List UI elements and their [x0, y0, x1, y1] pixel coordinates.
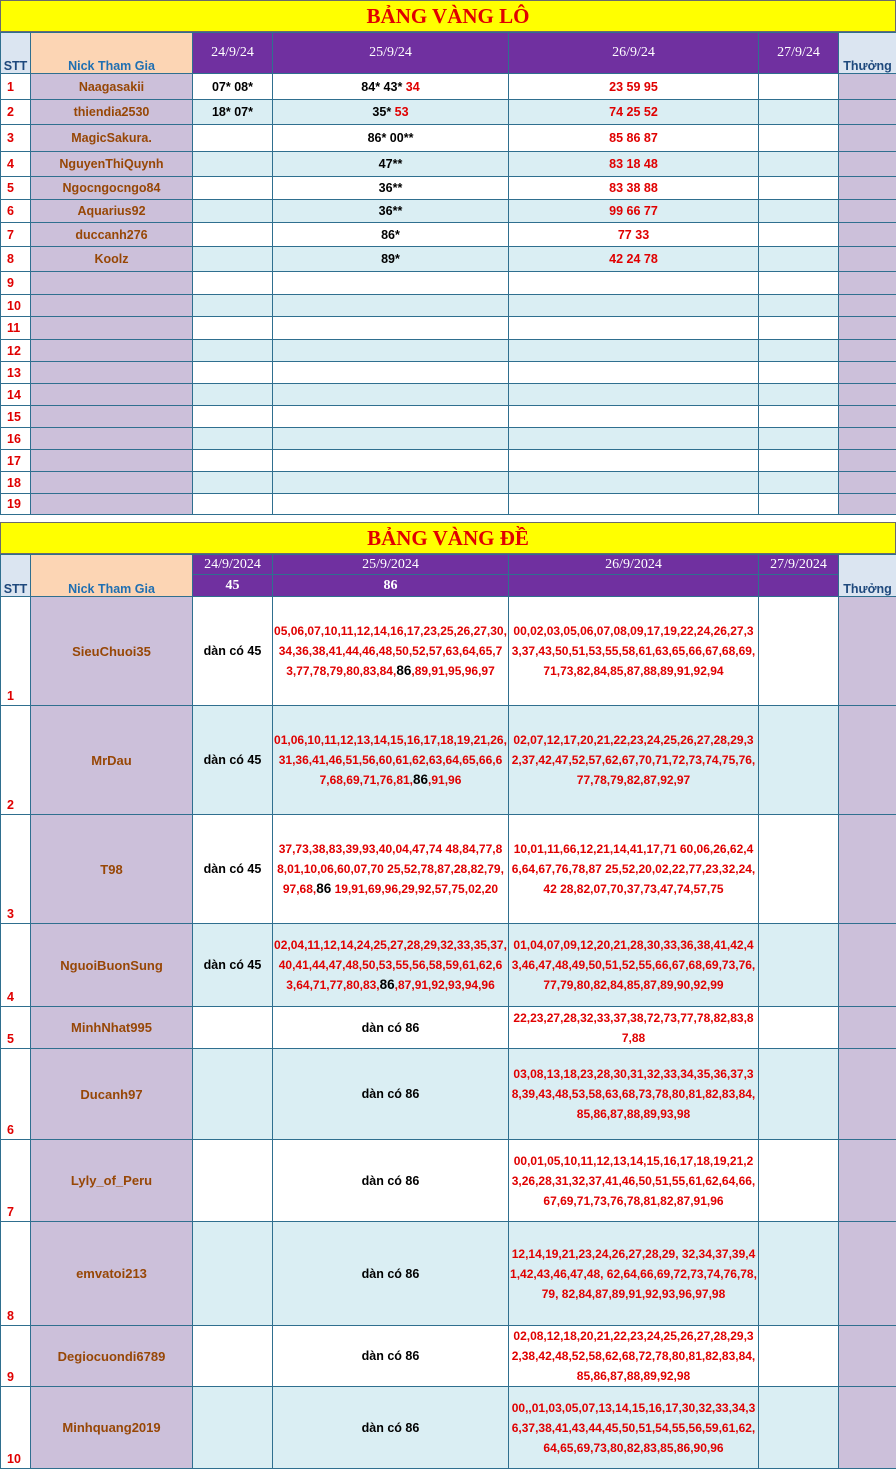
- number-list: 37,73,38,83,39,93,40,04,47,74 48,84,77,88,01,10,06,60,07,70 25,52,78,87,28,82,79,97,68,: [277, 842, 504, 896]
- cell-thuong: [839, 177, 896, 200]
- header-stt: STT: [1, 555, 31, 597]
- cell-date-1: [193, 152, 273, 177]
- cell-thuong: [839, 428, 896, 450]
- cell-date-3: 01,04,07,09,12,20,21,28,30,33,36,38,41,42,43,46,47,48,49,50,51,52,55,66,67,68,69,73,76,77,79,80,82,84,85,87,89,90,92,99: [509, 924, 759, 1007]
- cell-date-2: [273, 317, 509, 340]
- cell-date-4: [759, 177, 839, 200]
- cell-date-2: [273, 340, 509, 362]
- cell-date-4: [759, 1326, 839, 1387]
- row-stt: 6: [1, 1049, 31, 1140]
- cell-date-1: 07* 08*: [193, 74, 273, 100]
- cell-date-1: [193, 272, 273, 295]
- table-row: [1, 295, 896, 317]
- row-stt: 17: [1, 450, 31, 472]
- cell-date-4: [759, 384, 839, 406]
- result-date-4: [759, 575, 839, 597]
- cell-date-2: [273, 1222, 509, 1326]
- cell-date-2: [273, 362, 509, 384]
- cell-date-2: [273, 295, 509, 317]
- cell-date-2: [273, 1140, 509, 1222]
- cell-thuong: [839, 1326, 896, 1387]
- cell-date-3: [509, 317, 759, 340]
- row-stt: 12: [1, 340, 31, 362]
- cell-date-2: [273, 706, 509, 815]
- table-row: [1, 362, 896, 384]
- lo-header-row: [1, 33, 896, 74]
- cell-date-3: [509, 494, 759, 515]
- cell-date-2: [273, 815, 509, 924]
- header-date-3: 26/9/24: [509, 33, 759, 74]
- cell-date-1: [193, 295, 273, 317]
- lo-title-banner: BẢNG VÀNG LÔ: [0, 0, 896, 32]
- cell-date-4: [759, 295, 839, 317]
- cell-thuong: [839, 384, 896, 406]
- cell-thuong: [839, 340, 896, 362]
- cell-date-1: [193, 340, 273, 362]
- cell-date-3: 85 86 87: [509, 125, 759, 152]
- cell-date-3: 00,01,05,10,11,12,13,14,15,16,17,18,19,21,23,26,28,31,32,37,41,46,50,51,55,61,62,64,66,67,69,71,73,76,78,81,82,87,91,96: [509, 1140, 759, 1222]
- table-row: [1, 1140, 896, 1222]
- cell-date-2: [273, 597, 509, 706]
- cell-date-2: [273, 200, 509, 223]
- row-stt: 9: [1, 1326, 31, 1387]
- table-row: [1, 494, 896, 515]
- cell-date-1: [193, 1326, 273, 1387]
- table-row: [1, 272, 896, 295]
- table-row: [1, 200, 896, 223]
- header-date-1: 24/9/24: [193, 33, 273, 74]
- table-row: [1, 706, 896, 815]
- cell-date-1: [193, 362, 273, 384]
- header-nick: Nick Tham Gia: [31, 33, 193, 74]
- number-list: ,89,91,95,96,97: [411, 664, 495, 678]
- row-nick: [31, 450, 193, 472]
- highlight-number: 86: [396, 663, 412, 678]
- header-nick: Nick Tham Gia: [31, 555, 193, 597]
- pick-black: 89*: [381, 252, 400, 266]
- cell-date-4: [759, 125, 839, 152]
- cell-date-3: [509, 295, 759, 317]
- cell-date-3: [509, 362, 759, 384]
- row-nick: [31, 340, 193, 362]
- pick-black: 86*: [381, 227, 400, 242]
- cell-date-3: [509, 450, 759, 472]
- cell-date-3: 02,08,12,18,20,21,22,23,24,25,26,27,28,29,32,38,42,48,52,58,62,68,72,78,80,81,82,83,84,85,86,87,88,89,92,98: [509, 1326, 759, 1387]
- highlight-number: dàn có 86: [361, 1020, 420, 1035]
- cell-date-3: [509, 472, 759, 494]
- result-date-3: [509, 575, 759, 597]
- number-list: ,91,96: [428, 773, 462, 787]
- cell-date-3: [509, 428, 759, 450]
- cell-date-2: [273, 1326, 509, 1387]
- cell-date-2: [273, 247, 509, 272]
- cell-date-2: [273, 924, 509, 1007]
- number-list: ,87,91,92,93,94,96: [394, 978, 495, 992]
- cell-thuong: [839, 406, 896, 428]
- cell-date-3: 99 66 77: [509, 200, 759, 223]
- cell-date-2: [273, 272, 509, 295]
- row-stt: 2: [1, 706, 31, 815]
- table-row: [1, 428, 896, 450]
- cell-date-3: 42 24 78: [509, 247, 759, 272]
- cell-date-4: [759, 223, 839, 247]
- highlight-number: 86: [413, 772, 429, 787]
- table-row: [1, 472, 896, 494]
- result-date-2: 86: [273, 575, 509, 597]
- cell-thuong: [839, 200, 896, 223]
- cell-date-1: [193, 1387, 273, 1469]
- cell-thuong: [839, 1049, 896, 1140]
- row-nick: Koolz: [31, 247, 193, 272]
- number-list: 19,91,69,96,29,92,57,75,02,20: [331, 882, 499, 896]
- cell-thuong: [839, 597, 896, 706]
- de-title-banner: BẢNG VÀNG ĐỀ: [0, 522, 896, 554]
- table-row: [1, 815, 896, 924]
- cell-thuong: [839, 295, 896, 317]
- table-row: [1, 247, 896, 272]
- cell-date-3: 12,14,19,21,23,24,26,27,28,29, 32,34,37,39,41,42,43,46,47,48, 62,64,66,69,72,73,74,76,78,79, 82,84,87,89,91,92,93,96,97,98: [509, 1222, 759, 1326]
- row-stt: 14: [1, 384, 31, 406]
- cell-date-3: [509, 340, 759, 362]
- row-nick: MagicSakura.: [31, 125, 193, 152]
- row-stt: 3: [1, 125, 31, 152]
- table-row: [1, 1007, 896, 1049]
- cell-date-4: [759, 247, 839, 272]
- cell-date-2: [273, 125, 509, 152]
- cell-date-4: [759, 1007, 839, 1049]
- cell-date-3: 77 33: [509, 223, 759, 247]
- header-date-2: 25/9/24: [273, 33, 509, 74]
- header-date-3: 26/9/2024: [509, 555, 759, 575]
- cell-date-2: [273, 472, 509, 494]
- cell-date-1: [193, 472, 273, 494]
- cell-date-2: [273, 450, 509, 472]
- row-stt: 4: [1, 152, 31, 177]
- cell-date-4: [759, 706, 839, 815]
- cell-date-3: 00,02,03,05,06,07,08,09,17,19,22,24,26,27,33,37,43,50,51,53,55,58,61,63,65,66,67,68,69,71,73,82,84,85,87,88,89,91,92,94: [509, 597, 759, 706]
- cell-date-4: [759, 1222, 839, 1326]
- cell-thuong: [839, 1387, 896, 1469]
- row-stt: 6: [1, 200, 31, 223]
- pick-black: 47**: [378, 157, 403, 171]
- row-nick: Naagasakii: [31, 74, 193, 100]
- cell-date-2: [273, 100, 509, 125]
- cell-date-3: 10,01,11,66,12,21,14,41,17,71 60,06,26,62,46,64,67,76,78,87 25,52,20,02,22,77,23,32,24,42 28,82,07,70,37,73,47,74,57,75: [509, 815, 759, 924]
- number-list: 05,06,07,10,11,12,14,16,17,23,25,26,27,30,34,36,38,41,44,46,48,50,52,57,63,64,65,73,77,78,79,80,83,84,: [274, 624, 507, 678]
- row-nick: duccanh276: [31, 223, 193, 247]
- row-stt: 19: [1, 494, 31, 515]
- row-nick: Minhquang2019: [31, 1387, 193, 1469]
- cell-date-1: [193, 125, 273, 152]
- cell-thuong: [839, 494, 896, 515]
- table-row: [1, 223, 896, 247]
- cell-date-2: [273, 494, 509, 515]
- cell-date-4: [759, 317, 839, 340]
- cell-date-1: dàn có 45: [193, 597, 273, 706]
- cell-date-1: [193, 223, 273, 247]
- cell-date-2: [273, 406, 509, 428]
- row-nick: thiendia2530: [31, 100, 193, 125]
- pick-black: 35*: [372, 105, 395, 119]
- table-row: [1, 924, 896, 1007]
- cell-date-4: [759, 152, 839, 177]
- cell-date-4: [759, 74, 839, 100]
- cell-date-3: 83 18 48: [509, 152, 759, 177]
- highlight-number: dàn có 86: [361, 1420, 420, 1435]
- cell-date-1: [193, 317, 273, 340]
- row-stt: 8: [1, 247, 31, 272]
- cell-date-1: [193, 1222, 273, 1326]
- cell-thuong: [839, 272, 896, 295]
- table-row: [1, 1387, 896, 1469]
- row-stt: 5: [1, 177, 31, 200]
- row-stt: 18: [1, 472, 31, 494]
- cell-date-1: [193, 406, 273, 428]
- cell-thuong: [839, 223, 896, 247]
- number-list: 02,04,11,12,14,24,25,27,28,29,32,33,35,37,40,41,44,47,48,50,53,55,56,58,59,61,62,63,64,71,77,80,83,: [274, 938, 507, 992]
- row-stt: 2: [1, 100, 31, 125]
- row-nick: [31, 272, 193, 295]
- cell-thuong: [839, 125, 896, 152]
- pick-black: 36**: [378, 181, 403, 195]
- cell-thuong: [839, 74, 896, 100]
- row-stt: 7: [1, 223, 31, 247]
- cell-date-3: 00,,01,03,05,07,13,14,15,16,17,30,32,33,34,36,37,38,41,43,44,45,50,51,54,55,56,59,61,62,64,65,69,73,80,82,83,85,86,90,96: [509, 1387, 759, 1469]
- header-stt: STT: [1, 33, 31, 74]
- row-nick: Lyly_of_Peru: [31, 1140, 193, 1222]
- row-stt: 3: [1, 815, 31, 924]
- cell-date-3: 22,23,27,28,32,33,37,38,72,73,77,78,82,83,87,88: [509, 1007, 759, 1049]
- row-nick: SieuChuoi35: [31, 597, 193, 706]
- cell-thuong: [839, 924, 896, 1007]
- cell-thuong: [839, 247, 896, 272]
- cell-date-4: [759, 1387, 839, 1469]
- row-nick: [31, 295, 193, 317]
- cell-date-1: [193, 200, 273, 223]
- cell-date-1: [193, 384, 273, 406]
- header-date-2: 25/9/2024: [273, 555, 509, 575]
- cell-date-3: 03,08,13,18,23,28,30,31,32,33,34,35,36,37,38,39,43,48,53,58,63,68,73,78,80,81,82,83,84,85,86,87,88,89,93,98: [509, 1049, 759, 1140]
- cell-date-1: [193, 1140, 273, 1222]
- cell-date-4: [759, 200, 839, 223]
- cell-date-1: [193, 450, 273, 472]
- row-nick: MinhNhat995: [31, 1007, 193, 1049]
- table-row: [1, 152, 896, 177]
- table-row: [1, 317, 896, 340]
- de-table: [0, 554, 896, 1469]
- table-row: [1, 125, 896, 152]
- cell-date-4: [759, 406, 839, 428]
- lo-table: [0, 32, 896, 515]
- cell-date-1: [193, 428, 273, 450]
- row-stt: 1: [1, 597, 31, 706]
- cell-date-1: [193, 247, 273, 272]
- cell-date-4: [759, 450, 839, 472]
- cell-date-4: [759, 494, 839, 515]
- cell-thuong: [839, 1140, 896, 1222]
- de-header-row: [1, 555, 896, 575]
- result-date-1: 45: [193, 575, 273, 597]
- table-row: [1, 340, 896, 362]
- table-row: [1, 406, 896, 428]
- table-row: [1, 384, 896, 406]
- row-nick: Ngocngocngo84: [31, 177, 193, 200]
- row-nick: NguyenThiQuynh: [31, 152, 193, 177]
- cell-date-1: dàn có 45: [193, 815, 273, 924]
- cell-thuong: [839, 1222, 896, 1326]
- row-stt: 7: [1, 1140, 31, 1222]
- cell-date-1: [193, 494, 273, 515]
- cell-date-3: 74 25 52: [509, 100, 759, 125]
- cell-date-4: [759, 472, 839, 494]
- cell-thuong: [839, 450, 896, 472]
- row-nick: [31, 406, 193, 428]
- cell-date-2: [273, 1049, 509, 1140]
- table-row: [1, 177, 896, 200]
- header-date-4: 27/9/2024: [759, 555, 839, 575]
- cell-date-1: dàn có 45: [193, 706, 273, 815]
- row-stt: 15: [1, 406, 31, 428]
- header-date-1: 24/9/2024: [193, 555, 273, 575]
- row-nick: [31, 494, 193, 515]
- cell-date-2: [273, 177, 509, 200]
- row-nick: [31, 428, 193, 450]
- cell-date-1: 18* 07*: [193, 100, 273, 125]
- header-date-4: 27/9/24: [759, 33, 839, 74]
- row-stt: 8: [1, 1222, 31, 1326]
- row-nick: Aquarius92: [31, 200, 193, 223]
- cell-date-2: [273, 74, 509, 100]
- cell-thuong: [839, 1007, 896, 1049]
- cell-date-2: [273, 223, 509, 247]
- cell-date-2: [273, 428, 509, 450]
- cell-date-4: [759, 362, 839, 384]
- cell-date-3: [509, 272, 759, 295]
- highlight-number: dàn có 86: [361, 1173, 420, 1188]
- row-stt: 4: [1, 924, 31, 1007]
- cell-date-4: [759, 1140, 839, 1222]
- row-stt: 13: [1, 362, 31, 384]
- cell-date-1: [193, 177, 273, 200]
- row-nick: Degiocuondi6789: [31, 1326, 193, 1387]
- pick-black: 84* 43*: [361, 79, 406, 94]
- table-row: [1, 1049, 896, 1140]
- highlight-number: 86: [379, 977, 395, 992]
- cell-thuong: [839, 706, 896, 815]
- row-stt: 10: [1, 1387, 31, 1469]
- cell-date-4: [759, 815, 839, 924]
- cell-date-2: [273, 152, 509, 177]
- cell-date-2: [273, 384, 509, 406]
- cell-date-4: [759, 1049, 839, 1140]
- row-stt: 11: [1, 317, 31, 340]
- highlight-number: 86: [316, 881, 332, 896]
- cell-date-4: [759, 924, 839, 1007]
- cell-date-3: 23 59 95: [509, 74, 759, 100]
- cell-date-1: dàn có 45: [193, 924, 273, 1007]
- pick-red: 53: [394, 105, 409, 119]
- cell-date-4: [759, 100, 839, 125]
- pick-black: 36**: [378, 204, 403, 218]
- cell-thuong: [839, 100, 896, 125]
- row-stt: 5: [1, 1007, 31, 1049]
- row-stt: 1: [1, 74, 31, 100]
- header-thuong: Thưởng: [839, 33, 896, 74]
- highlight-number: dàn có 86: [361, 1266, 420, 1281]
- table-row: [1, 74, 896, 100]
- cell-date-2: [273, 1007, 509, 1049]
- cell-date-3: [509, 406, 759, 428]
- table-row: [1, 597, 896, 706]
- cell-date-3: 83 38 88: [509, 177, 759, 200]
- row-nick: [31, 362, 193, 384]
- row-nick: [31, 472, 193, 494]
- cell-date-3: [509, 384, 759, 406]
- row-nick: Ducanh97: [31, 1049, 193, 1140]
- row-nick: T98: [31, 815, 193, 924]
- cell-thuong: [839, 472, 896, 494]
- cell-date-3: 02,07,12,17,20,21,22,23,24,25,26,27,28,29,32,37,42,47,52,57,62,67,70,71,72,73,74,75,76,77,78,79,82,87,92,97: [509, 706, 759, 815]
- cell-thuong: [839, 317, 896, 340]
- cell-date-4: [759, 272, 839, 295]
- cell-date-4: [759, 428, 839, 450]
- cell-date-2: [273, 1387, 509, 1469]
- cell-date-4: [759, 597, 839, 706]
- row-stt: 9: [1, 272, 31, 295]
- table-row: [1, 1326, 896, 1387]
- pick-black: 86* 00**: [367, 131, 414, 145]
- pick-red: 34: [405, 79, 420, 94]
- row-nick: NguoiBuonSung: [31, 924, 193, 1007]
- table-row: [1, 100, 896, 125]
- table-row: [1, 1222, 896, 1326]
- highlight-number: dàn có 86: [361, 1349, 420, 1363]
- cell-date-1: [193, 1007, 273, 1049]
- cell-thuong: [839, 362, 896, 384]
- row-nick: [31, 317, 193, 340]
- cell-thuong: [839, 152, 896, 177]
- row-nick: emvatoi213: [31, 1222, 193, 1326]
- header-thuong: Thưởng: [839, 555, 896, 597]
- row-stt: 10: [1, 295, 31, 317]
- cell-date-4: [759, 340, 839, 362]
- row-nick: [31, 384, 193, 406]
- number-list: 01,06,10,11,12,13,14,15,16,17,18,19,21,26,31,36,41,46,51,56,60,61,62,63,64,65,66,67,68,69,71,76,81,: [274, 733, 507, 787]
- row-nick: MrDau: [31, 706, 193, 815]
- cell-date-1: [193, 1049, 273, 1140]
- highlight-number: dàn có 86: [361, 1087, 420, 1101]
- row-stt: 16: [1, 428, 31, 450]
- cell-thuong: [839, 815, 896, 924]
- table-row: [1, 450, 896, 472]
